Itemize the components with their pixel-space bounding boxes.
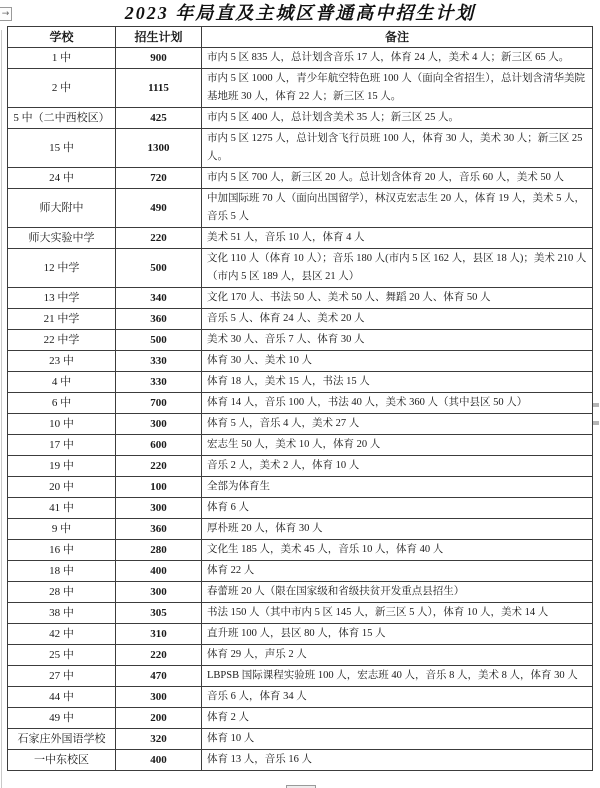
margin-marker-arrow-icon: → (0, 7, 12, 21)
note-cell: 体育 22 人 (202, 561, 593, 582)
school-cell: 师大实验中学 (8, 228, 116, 249)
note-cell: 体育 30 人、美术 10 人 (202, 351, 593, 372)
plan-cell: 220 (116, 228, 202, 249)
note-cell: 文化 170 人、书法 50 人、美术 50 人、舞蹈 20 人、体育 50 人 (202, 288, 593, 309)
note-cell: 文化生 185 人，美术 45 人，音乐 10 人，体育 40 人 (202, 540, 593, 561)
note-cell: 厚朴班 20 人，体育 30 人 (202, 519, 593, 540)
plan-cell: 600 (116, 435, 202, 456)
school-cell: 16 中 (8, 540, 116, 561)
note-cell: 音乐 5 人、体育 24 人、美术 20 人 (202, 309, 593, 330)
table-row (8, 708, 593, 729)
table-row (8, 108, 593, 129)
note-cell: 市内 5 区 835 人，总计划含音乐 17 人，体育 24 人，美术 4 人；新三区 65 人。 (202, 48, 593, 69)
school-cell: 4 中 (8, 372, 116, 393)
table-row (8, 330, 593, 351)
school-cell: 15 中 (8, 129, 116, 168)
table-row (8, 561, 593, 582)
plan-cell: 220 (116, 456, 202, 477)
table-row (8, 48, 593, 69)
school-cell: 6 中 (8, 393, 116, 414)
plan-cell: 700 (116, 393, 202, 414)
school-cell: 10 中 (8, 414, 116, 435)
school-cell: 24 中 (8, 168, 116, 189)
note-cell: 市内 5 区 400 人，总计划含美术 35 人；新三区 25 人。 (202, 108, 593, 129)
scrollbar-fragment (593, 421, 599, 425)
note-cell: 宏志生 50 人，美术 10 人，体育 20 人 (202, 435, 593, 456)
col-header-school: 学校 (8, 27, 116, 48)
table-row (8, 666, 593, 687)
plan-cell: 305 (116, 603, 202, 624)
note-cell: 文化 110 人（体育 10 人）；音乐 180 人(市内 5 区 162 人，县区 18 人)；美术 210 人（市内 5 区 189 人，县区 21 人） (202, 249, 593, 288)
plan-cell: 425 (116, 108, 202, 129)
note-cell: 书法 150 人（其中市内 5 区 145 人，新三区 5 人），体育 10 人，美术 14 人 (202, 603, 593, 624)
note-cell: 美术 51 人，音乐 10 人，体育 4 人 (202, 228, 593, 249)
header-row (8, 27, 593, 48)
page-margin-line (1, 30, 2, 788)
note-cell: 全部为体育生 (202, 477, 593, 498)
school-cell: 19 中 (8, 456, 116, 477)
table-row (8, 129, 593, 168)
plan-cell: 330 (116, 372, 202, 393)
plan-cell: 300 (116, 687, 202, 708)
table-row (8, 249, 593, 288)
document-page (0, 2, 600, 788)
table-row (8, 189, 593, 228)
plan-cell: 400 (116, 561, 202, 582)
plan-cell: 330 (116, 351, 202, 372)
enrollment-table (7, 26, 593, 771)
table-row (8, 750, 593, 771)
table-row (8, 393, 593, 414)
plan-cell: 300 (116, 414, 202, 435)
table-row (8, 540, 593, 561)
plan-cell: 310 (116, 624, 202, 645)
table-row (8, 168, 593, 189)
note-cell: 音乐 2 人，美术 2 人，体育 10 人 (202, 456, 593, 477)
school-cell: 13 中学 (8, 288, 116, 309)
school-cell: 1 中 (8, 48, 116, 69)
col-header-plan: 招生计划 (116, 27, 202, 48)
table-row (8, 309, 593, 330)
plan-cell: 200 (116, 708, 202, 729)
col-header-note: 备注 (202, 27, 593, 48)
plan-cell: 500 (116, 249, 202, 288)
table-row (8, 729, 593, 750)
school-cell: 9 中 (8, 519, 116, 540)
table-row (8, 351, 593, 372)
table-row (8, 456, 593, 477)
note-cell: 市内 5 区 1000 人，青少年航空特色班 100 人（面向全省招生），总计划含清华美院基地班 30 人，体育 22 人；新三区 15 人。 (202, 69, 593, 108)
table-row (8, 645, 593, 666)
table-row (8, 519, 593, 540)
plan-cell: 1300 (116, 129, 202, 168)
school-cell: 27 中 (8, 666, 116, 687)
note-cell: 春蕾班 20 人（限在国家级和省级扶贫开发重点县招生） (202, 582, 593, 603)
school-cell: 石家庄外国语学校 (8, 729, 116, 750)
table-row (8, 288, 593, 309)
plan-cell: 1115 (116, 69, 202, 108)
table-row (8, 603, 593, 624)
school-cell: 41 中 (8, 498, 116, 519)
note-cell: 体育 5 人，音乐 4 人，美术 27 人 (202, 414, 593, 435)
school-cell: 42 中 (8, 624, 116, 645)
plan-cell: 490 (116, 189, 202, 228)
school-cell: 23 中 (8, 351, 116, 372)
plan-cell: 900 (116, 48, 202, 69)
note-cell: 体育 18 人，美术 15 人，书法 15 人 (202, 372, 593, 393)
note-cell: 体育 6 人 (202, 498, 593, 519)
table-row (8, 414, 593, 435)
plan-cell: 360 (116, 309, 202, 330)
note-cell: 体育 10 人 (202, 729, 593, 750)
table-row (8, 477, 593, 498)
table-row (8, 582, 593, 603)
plan-cell: 280 (116, 540, 202, 561)
plan-cell: 300 (116, 582, 202, 603)
note-cell: 体育 29 人，声乐 2 人 (202, 645, 593, 666)
note-cell: 体育 13 人，音乐 16 人 (202, 750, 593, 771)
note-cell: 体育 14 人，音乐 100 人，书法 40 人，美术 360 人（其中县区 50 人） (202, 393, 593, 414)
note-cell: 体育 2 人 (202, 708, 593, 729)
school-cell: 一中东校区 (8, 750, 116, 771)
table-body (8, 48, 593, 771)
table-row (8, 498, 593, 519)
plan-cell: 220 (116, 645, 202, 666)
plan-cell: 100 (116, 477, 202, 498)
table-header (8, 27, 593, 48)
note-cell: 美术 30 人、音乐 7 人、体育 30 人 (202, 330, 593, 351)
school-cell: 5 中（二中西校区） (8, 108, 116, 129)
note-cell: 市内 5 区 700 人，新三区 20 人。总计划含体育 20 人，音乐 60 人，美术 50 人 (202, 168, 593, 189)
school-cell: 12 中学 (8, 249, 116, 288)
plan-cell: 320 (116, 729, 202, 750)
school-cell: 21 中学 (8, 309, 116, 330)
school-cell: 18 中 (8, 561, 116, 582)
note-cell: 音乐 6 人，体育 34 人 (202, 687, 593, 708)
plan-cell: 720 (116, 168, 202, 189)
page-title: 2023 年局直及主城区普通高中招生计划 (124, 3, 476, 23)
note-cell: LBPSB 国际课程实验班 100 人，宏志班 40 人，音乐 8 人，美术 8 人，体育 30 人 (202, 666, 593, 687)
note-cell: 直升班 100 人，县区 80 人，体育 15 人 (202, 624, 593, 645)
table-row (8, 624, 593, 645)
plan-cell: 300 (116, 498, 202, 519)
table-row (8, 228, 593, 249)
school-cell: 44 中 (8, 687, 116, 708)
table-row (8, 69, 593, 108)
plan-cell: 360 (116, 519, 202, 540)
plan-cell: 400 (116, 750, 202, 771)
note-cell: 中加国际班 70 人（面向出国留学），林汉克宏志生 20 人，体育 19 人，美术 5 人，音乐 5 人 (202, 189, 593, 228)
note-cell: 市内 5 区 1275 人，总计划含飞行员班 100 人，体育 30 人，美术 30 人；新三区 25 人。 (202, 129, 593, 168)
plan-cell: 340 (116, 288, 202, 309)
scrollbar-fragment (593, 403, 599, 407)
school-cell: 2 中 (8, 69, 116, 108)
plan-cell: 470 (116, 666, 202, 687)
school-cell: 28 中 (8, 582, 116, 603)
plan-cell: 500 (116, 330, 202, 351)
school-cell: 20 中 (8, 477, 116, 498)
school-cell: 17 中 (8, 435, 116, 456)
school-cell: 22 中学 (8, 330, 116, 351)
table-row (8, 687, 593, 708)
school-cell: 38 中 (8, 603, 116, 624)
school-cell: 师大附中 (8, 189, 116, 228)
table-row (8, 372, 593, 393)
school-cell: 25 中 (8, 645, 116, 666)
table-row (8, 435, 593, 456)
school-cell: 49 中 (8, 708, 116, 729)
